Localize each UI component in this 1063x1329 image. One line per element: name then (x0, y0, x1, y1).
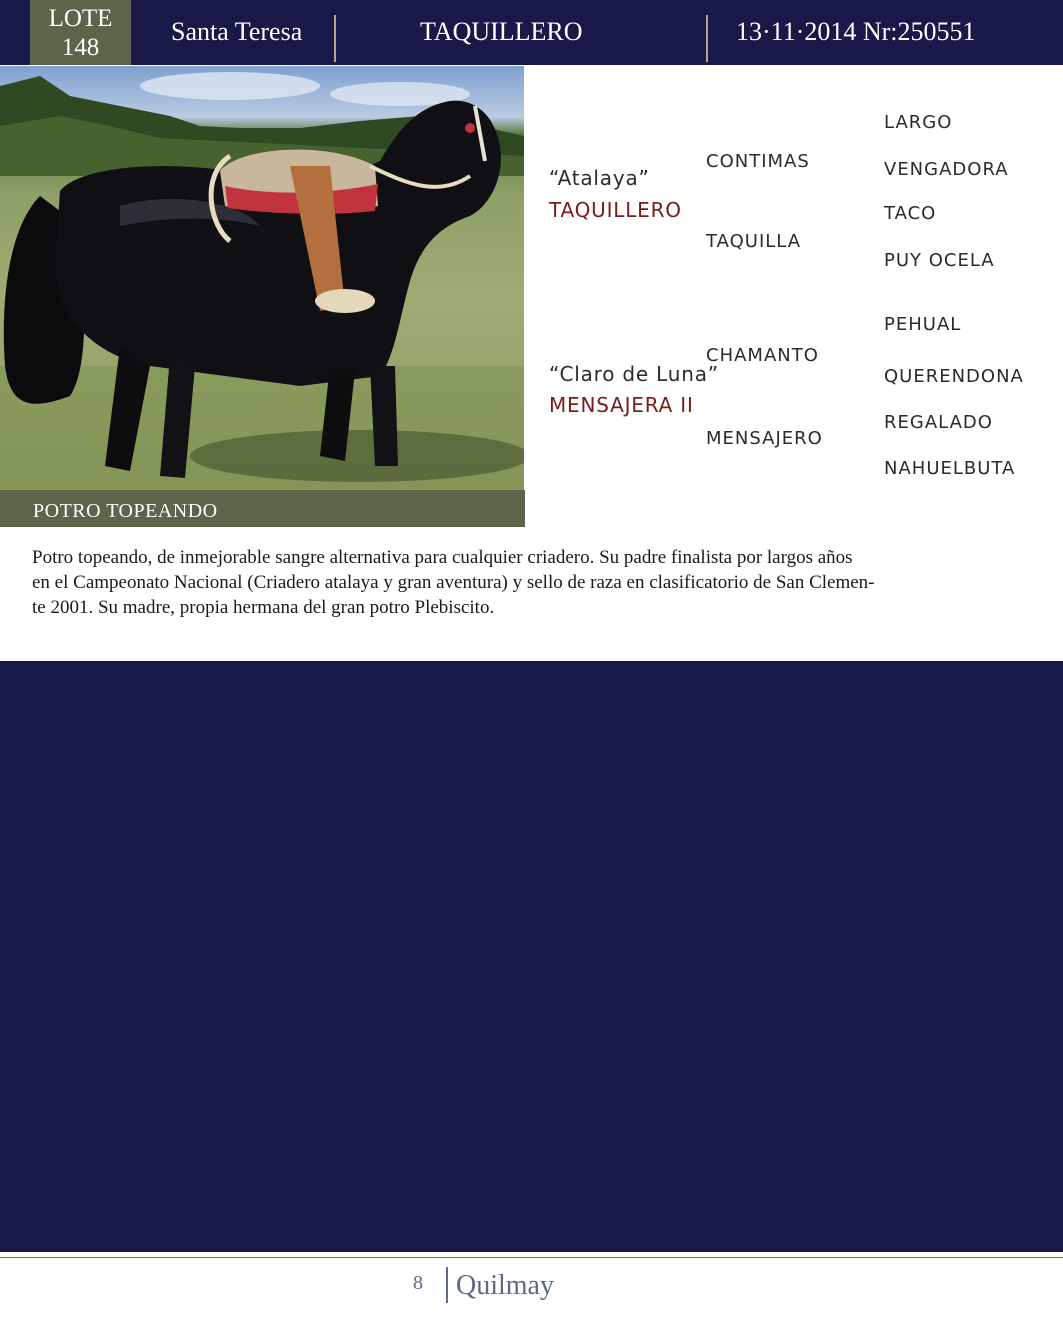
horse-illustration (0, 66, 524, 490)
description (32, 545, 957, 620)
lote-number: 148 (61, 34, 100, 61)
location: Santa Teresa (171, 17, 303, 46)
dam-name: MENSAJERA II (549, 393, 694, 417)
description-line: en el Campeonato Nacional (Criadero atalaya y gran aventura) y sello de raza en clasificatorio de San Clemen- (32, 572, 875, 593)
dam-breeder: “Claro de Luna” (549, 362, 719, 386)
page-number: 8 (413, 1272, 423, 1294)
sire-sire-sire: LARGO (884, 112, 953, 133)
description-line: Potro topeando, de inmejorable sangre alternativa para cualquier criadero. Su padre finalista por largos años (32, 547, 853, 568)
dam-dam-sire: REGALADO (884, 412, 993, 433)
horse-name: TAQUILLERO (420, 17, 583, 46)
description-line: te 2001. Su madre, propia hermana del gran potro Plebiscito. (32, 597, 495, 618)
sire-sire: CONTIMAS (706, 151, 810, 172)
sire-sire-dam: VENGADORA (884, 159, 1009, 180)
lote-label: LOTE (48, 5, 113, 32)
sire-name: TAQUILLERO (549, 198, 682, 222)
photo-caption: POTRO TOPEANDO (0, 490, 525, 527)
dam-sire-sire: PEHUAL (884, 314, 962, 335)
sire-breeder: “Atalaya” (549, 166, 650, 190)
header-divider (706, 15, 708, 62)
sire-dam: TAQUILLA (706, 231, 802, 252)
dam-sire: CHAMANTO (706, 345, 819, 366)
sire-dam-sire: TACO (884, 203, 937, 224)
sire-dam-dam: PUY OCELA (884, 250, 995, 271)
lote-badge (30, 0, 131, 65)
date-number: 13·11·2014 Nr:250551 (736, 17, 976, 46)
dam-dam-dam: NAHUELBUTA (884, 458, 1016, 479)
footer-rule (0, 1257, 1063, 1258)
dam-dam: MENSAJERO (706, 428, 823, 449)
blank-navy-panel (0, 661, 1063, 1252)
footer-divider (446, 1267, 448, 1303)
footer-brand: Quilmay (456, 1270, 554, 1301)
header-divider (334, 15, 336, 62)
horse-photo (0, 66, 524, 490)
dam-sire-dam: QUERENDONA (884, 366, 1024, 387)
header-bar (0, 0, 1063, 65)
